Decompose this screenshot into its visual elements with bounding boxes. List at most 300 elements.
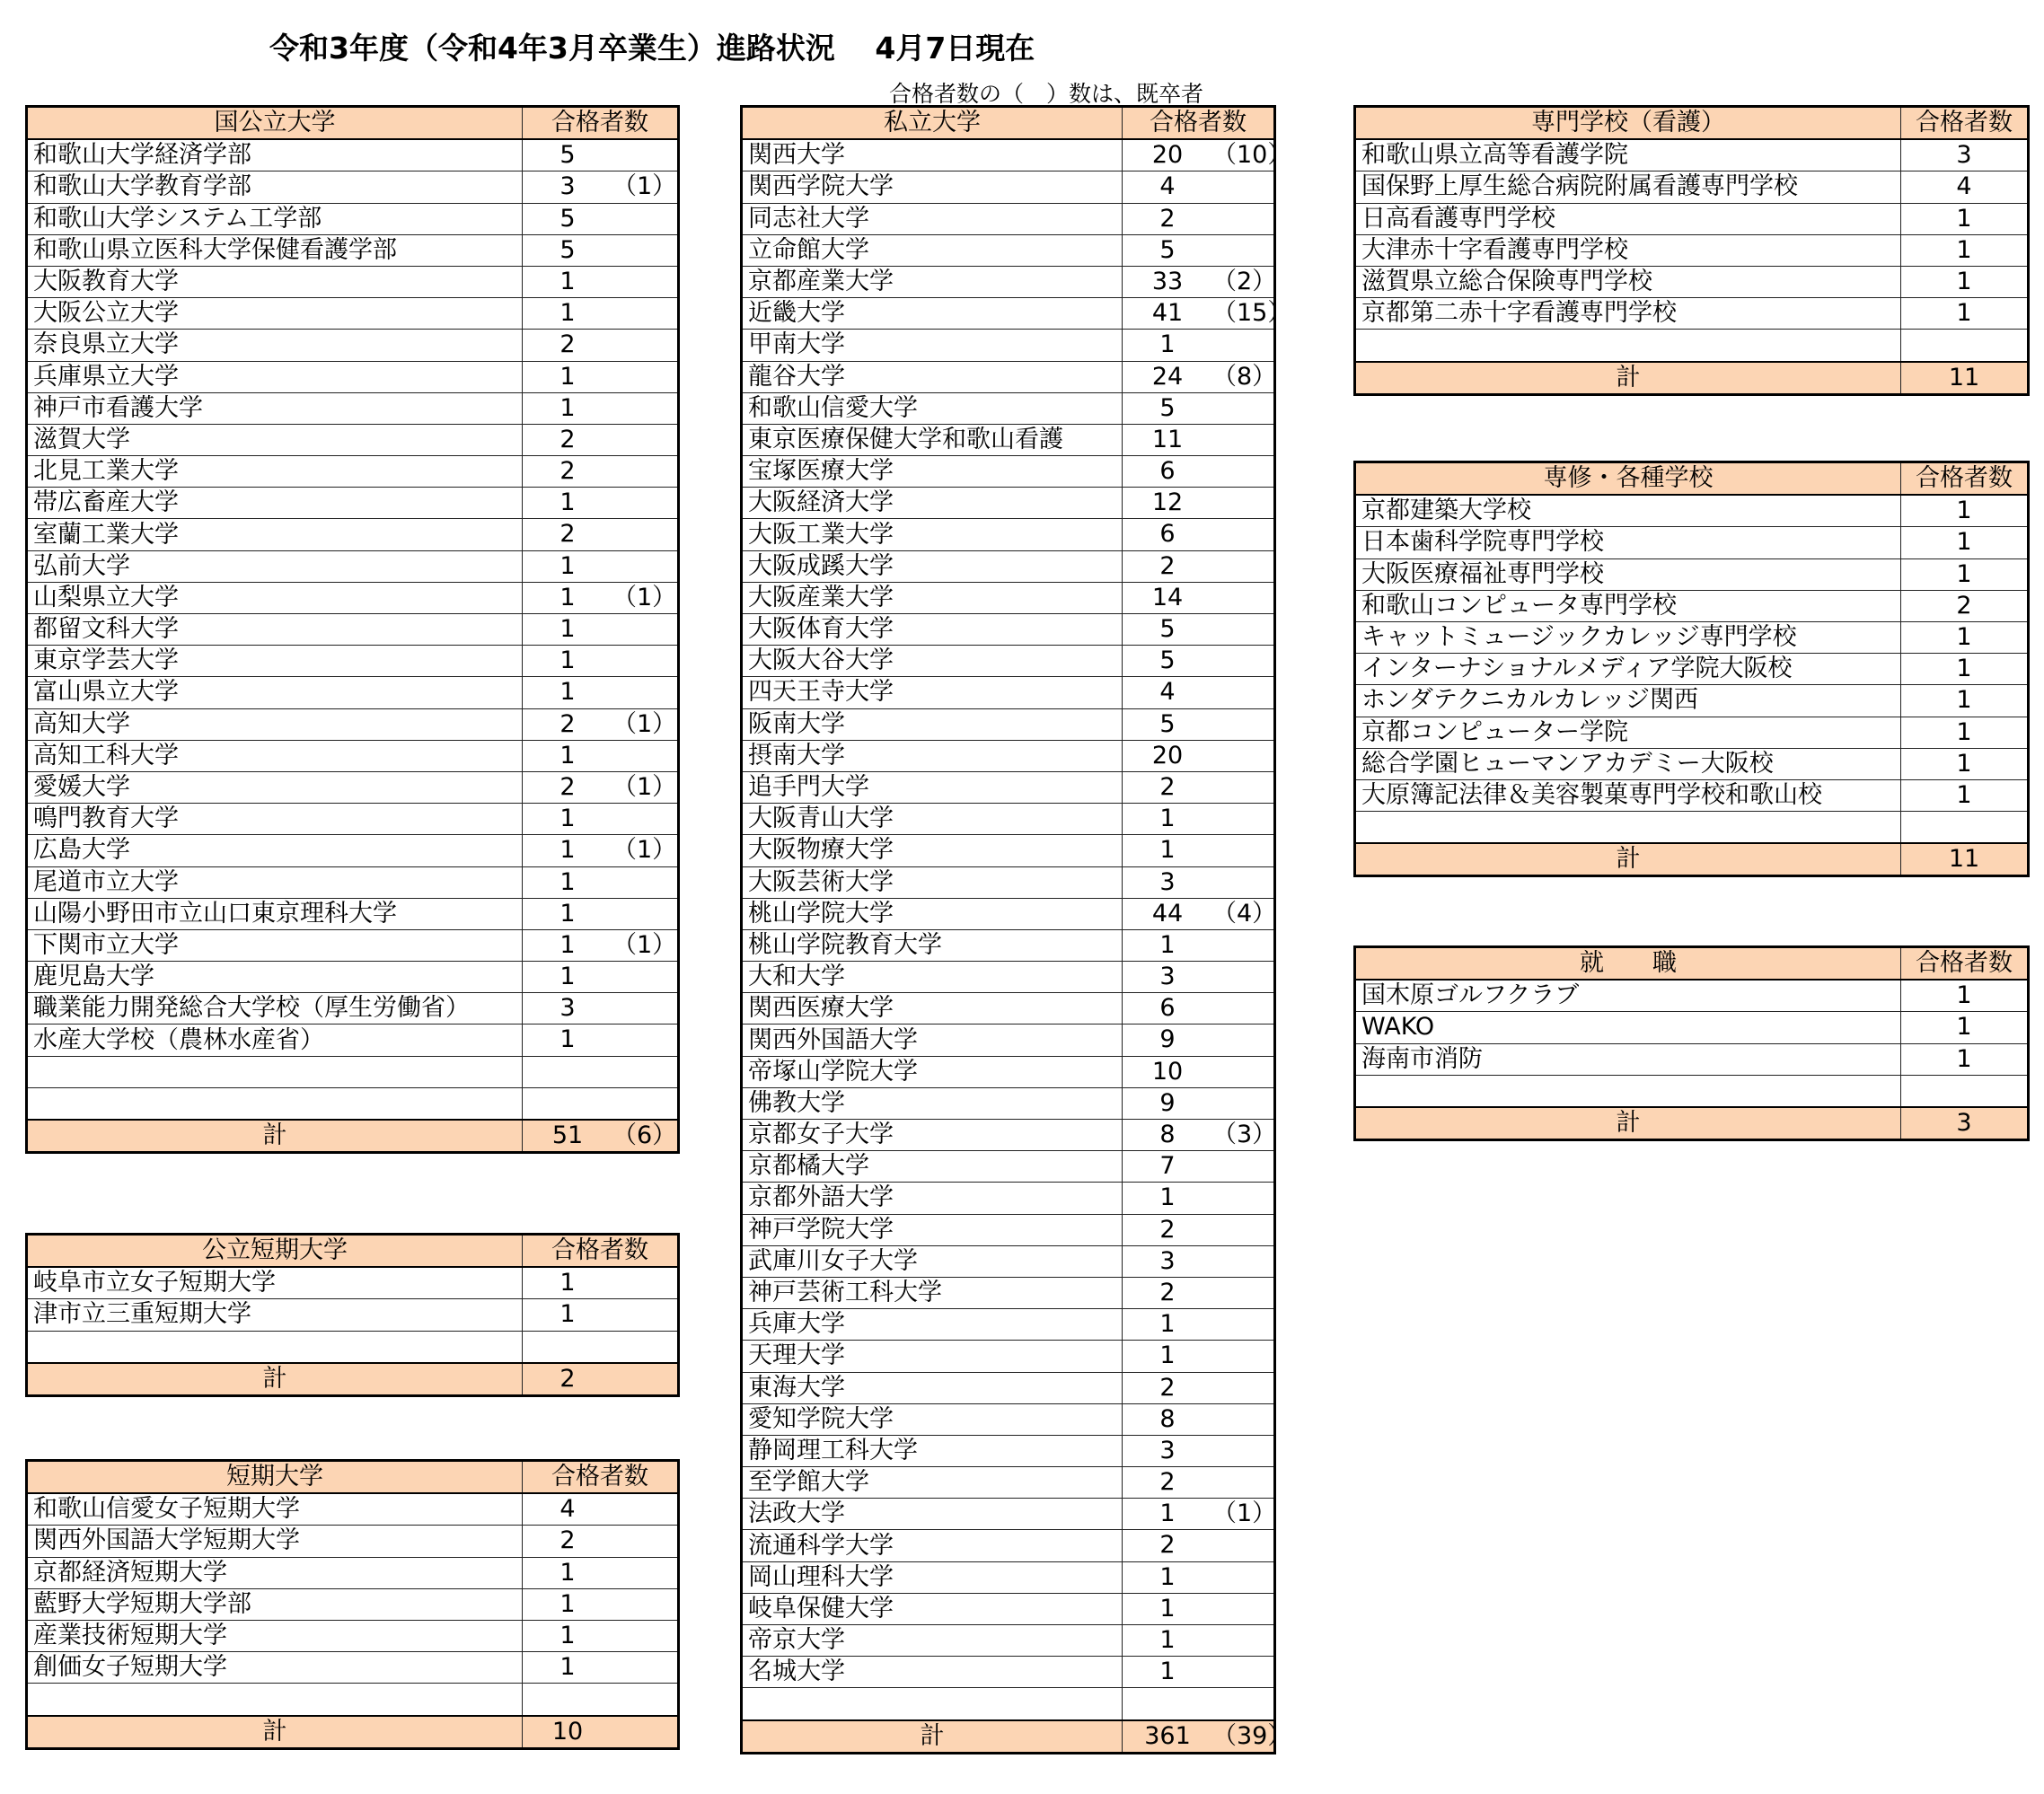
table-row — [27, 835, 679, 866]
pass-count — [523, 708, 679, 740]
school-name: 大原簿記法律＆美容製菓専門学校和歌山校 — [1355, 779, 1901, 811]
header-count: 合格者数 — [523, 107, 679, 140]
count-value: 1 — [559, 930, 576, 959]
school-name: 和歌山県立医科大学保健看護学部 — [27, 234, 523, 266]
table-row — [742, 993, 1275, 1025]
count-value: 3 — [559, 994, 576, 1023]
header-category: 短期大学 — [27, 1461, 523, 1494]
pass-count — [523, 266, 679, 297]
school-name: 総合学園ヒューマンアカデミー大阪校 — [1355, 748, 1901, 779]
pass-count — [1123, 582, 1275, 613]
table-row — [1355, 330, 2029, 362]
table-row — [1355, 171, 2029, 203]
table-row — [742, 488, 1275, 519]
school-name: 静岡理工科大学 — [742, 1435, 1123, 1466]
table-row — [742, 677, 1275, 708]
count-value: 1 — [1159, 1341, 1176, 1370]
school-name: 創価女子短期大学 — [27, 1652, 523, 1684]
pass-count — [1123, 361, 1275, 392]
pass-count — [1123, 1403, 1275, 1435]
pass-count — [523, 519, 679, 550]
table-row — [1355, 558, 2029, 590]
total-count: 3 — [1901, 1107, 2029, 1140]
pass-count — [1123, 519, 1275, 550]
count-value: 5 — [1159, 615, 1176, 643]
total-row — [742, 1720, 1275, 1754]
table-row — [742, 1435, 1275, 1466]
header-count: 合格者数 — [1901, 462, 2029, 496]
school-name: 同志社大学 — [742, 203, 1123, 234]
table-row — [742, 771, 1275, 803]
table-row — [742, 1499, 1275, 1530]
count-value: 20 — [1151, 741, 1184, 769]
table-row — [742, 740, 1275, 771]
table-row — [742, 1530, 1275, 1561]
table-row — [27, 266, 679, 297]
table-row — [27, 962, 679, 993]
count-value: 1 — [559, 1269, 576, 1297]
table-row — [742, 1593, 1275, 1624]
count-value: 6 — [1159, 994, 1176, 1023]
pass-count — [523, 1684, 679, 1716]
school-name: 和歌山コンピュータ専門学校 — [1355, 590, 1901, 621]
pass-count — [523, 392, 679, 424]
total-count-value: 10 — [551, 1717, 584, 1746]
table-row — [27, 740, 679, 771]
table-row — [742, 1561, 1275, 1593]
table-header-row — [1355, 947, 2029, 981]
count-value: 14 — [1151, 583, 1184, 611]
count-value: 44 — [1151, 899, 1184, 928]
school-name: 東京学芸大学 — [27, 646, 523, 677]
header-category: 国公立大学 — [27, 107, 523, 140]
table-row — [1355, 748, 2029, 779]
count-value: 2 — [559, 709, 576, 738]
table-row — [1355, 980, 2029, 1012]
table-row — [742, 929, 1275, 961]
table-row — [742, 519, 1275, 550]
table-row — [742, 582, 1275, 613]
table-row — [27, 1299, 679, 1331]
school-name: 日高看護専門学校 — [1355, 203, 1901, 234]
pass-count — [523, 962, 679, 993]
table-row — [27, 1025, 679, 1056]
count-value: 4 — [1159, 172, 1176, 201]
table-row — [27, 203, 679, 234]
school-name: 至学館大学 — [742, 1467, 1123, 1499]
header-count: 合格者数 — [1901, 947, 2029, 981]
school-name — [27, 1331, 523, 1363]
table-row — [742, 1214, 1275, 1245]
page-title: 令和3年度（令和4年3月卒業生）進路状況 4月7日現在 — [269, 31, 1035, 66]
total-count — [1123, 1720, 1292, 1754]
pass-count — [1123, 929, 1275, 961]
table-row — [1355, 527, 2029, 558]
table-row — [27, 1087, 679, 1120]
total-label: 計 — [27, 1716, 523, 1749]
count-value: 9 — [1159, 1088, 1176, 1117]
pass-count — [1123, 392, 1275, 424]
pass-count: 1 — [1901, 495, 2029, 527]
ronin-count: （1） — [1212, 1499, 1277, 1528]
pass-count — [523, 835, 679, 866]
pass-count — [1123, 1561, 1275, 1593]
school-name: 産業技術短期大学 — [27, 1620, 523, 1651]
pass-count — [523, 171, 679, 203]
table-row — [742, 361, 1275, 392]
school-name: 水産大学校（農林水産省） — [27, 1025, 523, 1056]
pass-count — [1901, 1075, 2029, 1107]
pass-count — [523, 1493, 679, 1526]
school-name: 京都外語大学 — [742, 1183, 1123, 1214]
pass-count — [1123, 1372, 1275, 1403]
school-name: 北見工業大学 — [27, 456, 523, 488]
table-row — [27, 804, 679, 835]
total-label: 計 — [742, 1720, 1123, 1754]
table-row — [27, 1526, 679, 1557]
school-name: 兵庫県立大学 — [27, 361, 523, 392]
count-value: 2 — [1159, 204, 1176, 233]
pass-count — [1123, 330, 1275, 361]
table-row — [742, 1341, 1275, 1372]
pass-count — [1123, 677, 1275, 708]
school-name: 帯広畜産大学 — [27, 488, 523, 519]
school-name: 大阪公立大学 — [27, 298, 523, 330]
ronin-count: （1） — [612, 172, 677, 201]
table-row — [1355, 139, 2029, 171]
count-value: 1 — [559, 1653, 576, 1682]
count-value: 1 — [559, 867, 576, 896]
pass-count — [523, 1557, 679, 1588]
table-header-row — [1355, 107, 2029, 140]
count-value: 5 — [559, 204, 576, 233]
pass-count — [523, 1652, 679, 1684]
table-row — [27, 1056, 679, 1087]
nursing-vocational-school-table — [1353, 105, 2030, 396]
table-row — [742, 866, 1275, 898]
school-name: 滋賀大学 — [27, 424, 523, 455]
school-name: キャットミュージックカレッジ専門学校 — [1355, 621, 1901, 653]
table-row — [1355, 779, 2029, 811]
school-name: 愛知学院大学 — [742, 1403, 1123, 1435]
pass-count: 1 — [1901, 980, 2029, 1012]
school-name: 日本歯科学院専門学校 — [1355, 527, 1901, 558]
count-value: 5 — [559, 141, 576, 170]
count-value: 41 — [1151, 299, 1184, 328]
pass-count — [1123, 835, 1275, 866]
pass-count — [523, 139, 679, 171]
count-value: 1 — [559, 1589, 576, 1618]
count-value: 1 — [559, 899, 576, 928]
pass-count — [523, 456, 679, 488]
public-junior-college-table — [25, 1233, 680, 1397]
pass-count — [1123, 1657, 1275, 1688]
count-value: 1 — [1159, 1183, 1176, 1212]
count-value: 20 — [1151, 141, 1184, 170]
count-value: 2 — [559, 520, 576, 549]
count-value: 1 — [559, 1025, 576, 1054]
pass-count — [1123, 1087, 1275, 1119]
school-name: 関西外国語大学 — [742, 1025, 1123, 1056]
table-row — [742, 804, 1275, 835]
pass-count — [1901, 330, 2029, 362]
count-value: 1 — [1159, 805, 1176, 833]
pass-count — [1123, 266, 1275, 297]
table-row — [27, 361, 679, 392]
school-name: 岐阜市立女子短期大学 — [27, 1267, 523, 1299]
school-name: 京都橘大学 — [742, 1151, 1123, 1183]
school-name: 室蘭工業大学 — [27, 519, 523, 550]
school-name: 神戸芸術工科大学 — [742, 1277, 1123, 1308]
header-category: 就 職 — [1355, 947, 1901, 981]
pass-count — [1123, 646, 1275, 677]
pass-count — [1123, 424, 1275, 455]
table-row — [27, 614, 679, 646]
school-name: インターナショナルメディア学院大阪校 — [1355, 654, 1901, 685]
total-row — [1355, 843, 2029, 876]
school-name: 国保野上厚生総合病院附属看護専門学校 — [1355, 171, 1901, 203]
count-value: 1 — [559, 1558, 576, 1587]
table-row — [742, 550, 1275, 582]
table-row — [1355, 812, 2029, 844]
table-row — [27, 771, 679, 803]
table-row — [1355, 1075, 2029, 1107]
total-label: 計 — [1355, 843, 1901, 876]
school-name: 海南市消防 — [1355, 1043, 1901, 1075]
ronin-count: （4） — [1212, 899, 1277, 928]
table-row — [27, 898, 679, 929]
count-value: 1 — [1159, 1562, 1176, 1591]
school-name: 追手門大学 — [742, 771, 1123, 803]
ronin-count: （10） — [1212, 141, 1292, 170]
school-name: 宝塚医療大学 — [742, 456, 1123, 488]
pass-count — [523, 1526, 679, 1557]
pass-count — [1123, 962, 1275, 993]
table-row — [742, 1245, 1275, 1277]
school-name: 大阪経済大学 — [742, 488, 1123, 519]
count-value: 1 — [1159, 1499, 1176, 1528]
school-name: 高知工科大学 — [27, 740, 523, 771]
table-header-row — [742, 107, 1275, 140]
total-ronin-count: （6） — [612, 1121, 677, 1149]
pass-count: 1 — [1901, 654, 2029, 685]
ronin-count: （1） — [612, 836, 677, 865]
school-name: 愛媛大学 — [27, 771, 523, 803]
school-name: 国木原ゴルフクラブ — [1355, 980, 1901, 1012]
pass-count — [523, 1025, 679, 1056]
count-value: 1 — [559, 583, 576, 611]
count-value: 1 — [559, 805, 576, 833]
count-value: 2 — [559, 330, 576, 359]
pass-count — [1123, 171, 1275, 203]
school-name: 関西医療大学 — [742, 993, 1123, 1025]
pass-count — [1123, 804, 1275, 835]
school-name: 京都建築大学校 — [1355, 495, 1901, 527]
count-value: 8 — [1159, 1121, 1176, 1148]
count-value: 12 — [1151, 488, 1184, 517]
school-name: 京都女子大学 — [742, 1120, 1123, 1151]
ronin-count: （3） — [1212, 1121, 1277, 1148]
count-value: 1 — [1159, 836, 1176, 865]
school-name: 津市立三重短期大学 — [27, 1299, 523, 1331]
pass-count — [1901, 812, 2029, 844]
pass-count — [1123, 456, 1275, 488]
school-name: 和歌山大学システム工学部 — [27, 203, 523, 234]
pass-count — [523, 424, 679, 455]
pass-count: 1 — [1901, 717, 2029, 748]
table-row — [27, 993, 679, 1025]
ronin-count: （1） — [612, 930, 677, 959]
pass-count — [523, 361, 679, 392]
count-value: 2 — [559, 772, 576, 801]
pass-count — [523, 1620, 679, 1651]
pass-count: 1 — [1901, 1012, 2029, 1043]
table-row — [742, 139, 1275, 171]
school-name: 和歌山県立高等看護学院 — [1355, 139, 1901, 171]
table-row — [742, 1309, 1275, 1341]
school-name: WAKO — [1355, 1012, 1901, 1043]
count-value: 2 — [559, 1526, 576, 1555]
table-row — [1355, 298, 2029, 330]
school-name: 大阪医療福祉専門学校 — [1355, 558, 1901, 590]
ronin-count: （1） — [612, 709, 677, 738]
school-name: 職業能力開発総合大学校（厚生労働省） — [27, 993, 523, 1025]
count-value: 2 — [559, 457, 576, 486]
pass-count — [1123, 1245, 1275, 1277]
pass-count — [523, 1087, 679, 1120]
pass-count — [1123, 898, 1275, 929]
table-row — [1355, 621, 2029, 653]
school-name: 和歌山大学教育学部 — [27, 171, 523, 203]
school-name: 弘前大学 — [27, 550, 523, 582]
count-value: 1 — [559, 1300, 576, 1329]
school-name: 桃山学院大学 — [742, 898, 1123, 929]
table-row — [27, 1557, 679, 1588]
table-row — [742, 1151, 1275, 1183]
header-category: 公立短期大学 — [27, 1235, 523, 1268]
school-name — [742, 1688, 1123, 1720]
table-row — [1355, 266, 2029, 297]
school-name: 高知大学 — [27, 708, 523, 740]
school-name: 阪南大学 — [742, 708, 1123, 740]
table-row — [27, 708, 679, 740]
school-name: 帝塚山学院大学 — [742, 1056, 1123, 1087]
total-label: 計 — [27, 1363, 523, 1396]
table-row — [742, 1277, 1275, 1308]
pass-count — [523, 614, 679, 646]
school-name: 名城大学 — [742, 1657, 1123, 1688]
school-name: 和歌山信愛女子短期大学 — [27, 1493, 523, 1526]
pass-count — [523, 550, 679, 582]
table-row — [742, 835, 1275, 866]
table-row — [1355, 234, 2029, 266]
table-row — [742, 1372, 1275, 1403]
school-name: 大阪工業大学 — [742, 519, 1123, 550]
school-name: 武庫川女子大学 — [742, 1245, 1123, 1277]
count-value: 1 — [559, 963, 576, 991]
count-value: 2 — [1159, 772, 1176, 801]
school-name: 関西外国語大学短期大学 — [27, 1526, 523, 1557]
pass-count — [1123, 1277, 1275, 1308]
school-name: 佛教大学 — [742, 1087, 1123, 1119]
school-name: 鹿児島大学 — [27, 962, 523, 993]
table-row — [742, 1688, 1275, 1720]
school-name: 天理大学 — [742, 1341, 1123, 1372]
count-value: 6 — [1159, 520, 1176, 549]
total-count-value: 2 — [559, 1364, 576, 1393]
total-count — [523, 1363, 679, 1396]
school-name: 岐阜保健大学 — [742, 1593, 1123, 1624]
school-name: 摂南大学 — [742, 740, 1123, 771]
pass-count — [523, 203, 679, 234]
total-label: 計 — [1355, 362, 1901, 395]
table-row — [742, 456, 1275, 488]
pass-count — [523, 804, 679, 835]
pass-count — [1123, 550, 1275, 582]
pass-count — [1123, 1151, 1275, 1183]
table-row — [742, 203, 1275, 234]
count-value: 1 — [1159, 1658, 1176, 1686]
pass-count — [523, 646, 679, 677]
pass-count — [1123, 203, 1275, 234]
pass-count: 1 — [1901, 558, 2029, 590]
school-name: 和歌山信愛大学 — [742, 392, 1123, 424]
table-row — [27, 488, 679, 519]
table-row — [1355, 1012, 2029, 1043]
school-name: 大阪物療大学 — [742, 835, 1123, 866]
pass-count — [1123, 1214, 1275, 1245]
ronin-count: （1） — [612, 583, 677, 611]
count-value: 24 — [1151, 362, 1184, 391]
school-name: 近畿大学 — [742, 298, 1123, 330]
school-name: 和歌山大学経済学部 — [27, 139, 523, 171]
count-value: 1 — [559, 488, 576, 517]
count-value: 1 — [1159, 330, 1176, 359]
school-name: 山陽小野田市立山口東京理科大学 — [27, 898, 523, 929]
pass-count — [1123, 488, 1275, 519]
total-row — [27, 1716, 679, 1749]
pass-count — [1123, 771, 1275, 803]
count-value: 3 — [1159, 867, 1176, 896]
table-row — [27, 929, 679, 961]
table-row — [1355, 203, 2029, 234]
count-value: 3 — [1159, 1436, 1176, 1464]
total-row — [27, 1363, 679, 1396]
table-row — [27, 1684, 679, 1716]
school-name: 山梨県立大学 — [27, 582, 523, 613]
pass-count — [523, 1588, 679, 1620]
school-name: 大阪芸術大学 — [742, 866, 1123, 898]
table-row — [742, 1025, 1275, 1056]
table-row — [742, 171, 1275, 203]
table-header-row — [1355, 462, 2029, 496]
pass-count: 1 — [1901, 266, 2029, 297]
count-value: 5 — [1159, 709, 1176, 738]
header-category: 専門学校（看護） — [1355, 107, 1901, 140]
count-value: 1 — [559, 362, 576, 391]
table-row — [742, 424, 1275, 455]
header-count: 合格者数 — [1901, 107, 2029, 140]
pass-count — [523, 1267, 679, 1299]
ronin-note: 合格者数の（ ）数は、既卒者 — [889, 81, 1204, 107]
pass-count: 3 — [1901, 139, 2029, 171]
ronin-count: （2） — [1212, 267, 1277, 295]
school-name: 関西学院大学 — [742, 171, 1123, 203]
count-value: 1 — [559, 551, 576, 580]
table-header-row — [27, 107, 679, 140]
pass-count — [1123, 1056, 1275, 1087]
school-name: 流通科学大学 — [742, 1530, 1123, 1561]
